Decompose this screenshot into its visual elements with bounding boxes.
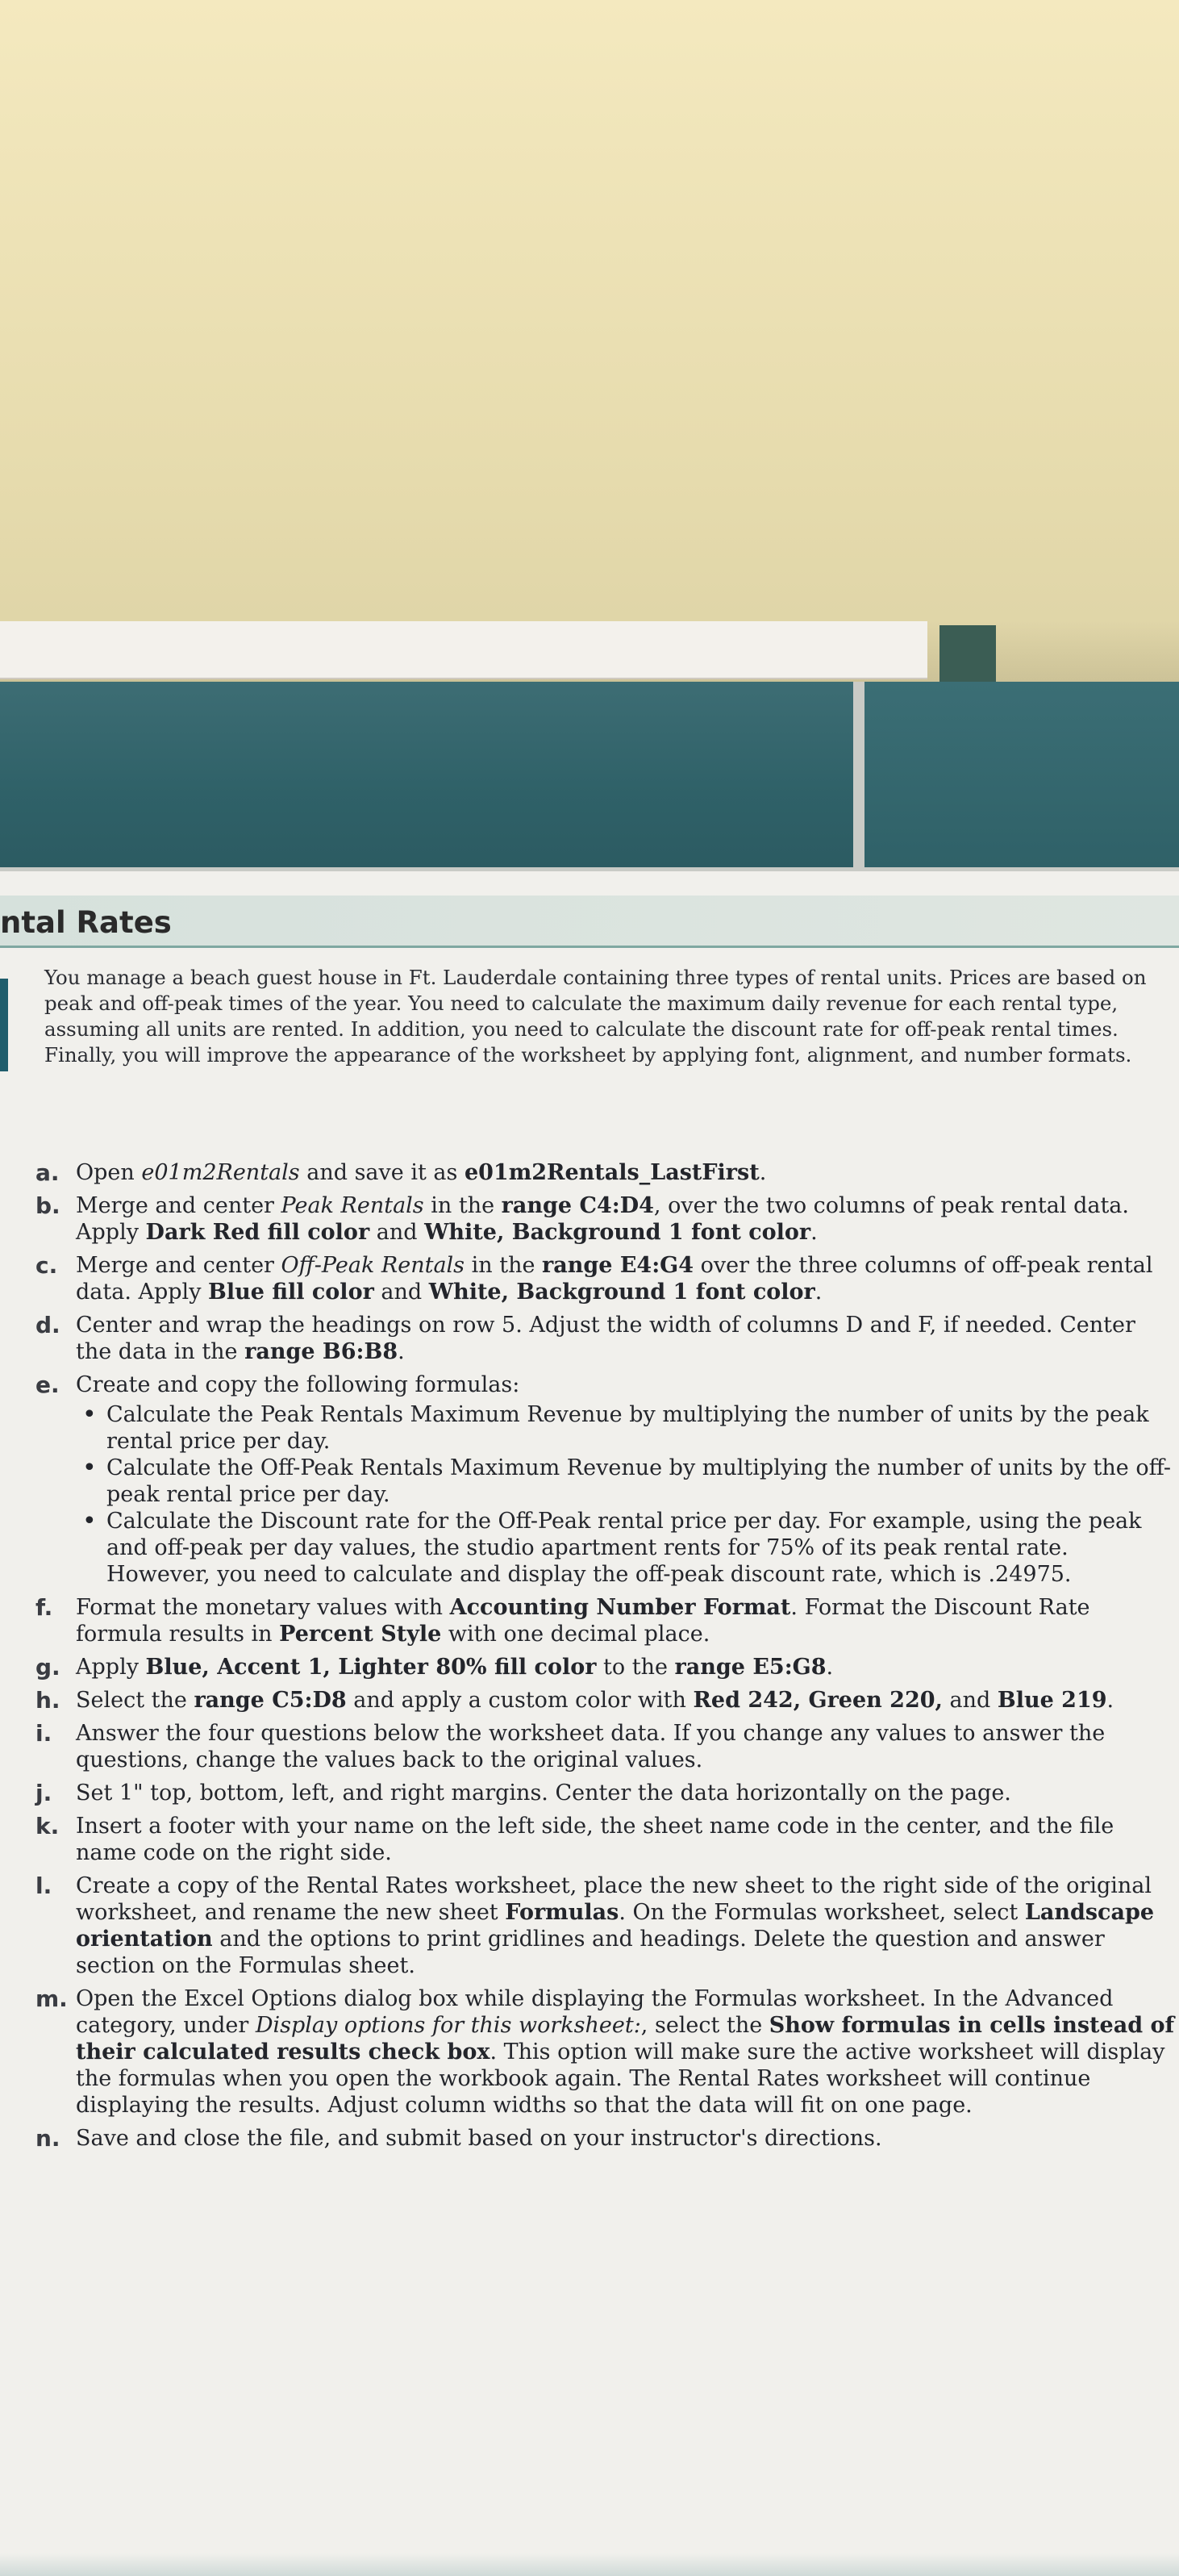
task-text: Format the monetary values with Accounting Number Format. Format the Discount Rate formula results in Percent Style with one decimal place. — [76, 1595, 1090, 1647]
task-letter: l. — [35, 1873, 52, 1899]
task-letter: d. — [35, 1312, 60, 1338]
task-letter: m. — [35, 1985, 68, 2012]
task-m — [32, 1985, 1177, 2119]
task-letter: b. — [35, 1192, 60, 1219]
banner-tab — [939, 625, 996, 682]
task-c — [32, 1252, 1177, 1305]
bullet-item: • Calculate the Peak Rentals Maximum Revenue by multiplying the number of units by the peak rental price per day. — [76, 1401, 1177, 1455]
task-letter: c. — [35, 1252, 58, 1279]
task-letter: k. — [35, 1813, 60, 1839]
task-letter: a. — [35, 1159, 60, 1186]
section-heading: ntal Rates — [0, 905, 172, 940]
chapter-banner — [0, 682, 1179, 871]
task-text: Create a copy of the Rental Rates worksheet, place the new sheet to the right side of the original worksheet, and rename the new sheet Formulas. On the Formulas worksheet, select Landscape orientation and the options to print gridlines and headings. Delete the question and answer section on the Formulas sheet. — [76, 1873, 1155, 1978]
task-b — [32, 1192, 1177, 1246]
task-text: Select the range C5:D8 and apply a custom color with Red 242, Green 220, and Blue 219. — [76, 1688, 1114, 1713]
task-d — [32, 1312, 1177, 1365]
task-text: Save and close the file, and submit based on your instructor's directions. — [76, 2126, 882, 2151]
banner-block-right — [864, 682, 1179, 867]
task-e — [32, 1372, 1177, 1588]
page-bottom-band — [0, 2553, 1179, 2576]
task-g — [32, 1654, 1177, 1680]
task-text: Answer the four questions below the worksheet data. If you change any values to answer the questions, change the values back to the original values. — [76, 1721, 1106, 1772]
task-l — [32, 1873, 1177, 1979]
task-f — [32, 1594, 1177, 1647]
task-text: Set 1" top, bottom, left, and right margins. Center the data horizontally on the page. — [76, 1781, 1011, 1806]
task-letter: j. — [35, 1780, 52, 1806]
section-heading-bar — [0, 896, 1179, 948]
exercise-page — [0, 871, 1179, 2576]
intro-paragraph: You manage a beach guest house in Ft. Lauderdale containing three types of rental units. Prices are based on peak and off-peak times of the year. You need to calculate the maximum daily revenue for each rental type, assuming all units are rented. In addition, you need to calculate the discount rate for off-peak rental times. Finally, you will improve the appearance of the worksheet by applying font, alignment, and number formats. — [44, 966, 1147, 1067]
task-n — [32, 2125, 1177, 2152]
margin-marker — [0, 979, 8, 1071]
task-a — [32, 1159, 1177, 1186]
task-h — [32, 1687, 1177, 1714]
task-text: Apply Blue, Accent 1, Lighter 80% fill color to the range E5:G8. — [76, 1655, 834, 1680]
task-text: Merge and center Off-Peak Rentals in the range E4:G4 over the three columns of off-peak rental data. Apply Blue fill color and White, Background 1 font color. — [76, 1253, 1153, 1305]
task-letter: g. — [35, 1654, 60, 1680]
task-letter: i. — [35, 1720, 52, 1747]
task-i — [32, 1720, 1177, 1773]
bullet-item: • Calculate the Discount rate for the Off-Peak rental price per day. For example, using the peak and off-peak per day values, the studio apartment rents for 75% of its peak rental rate. However, you need to calculate and display the off-peak discount rate, which is .24975. — [76, 1508, 1177, 1588]
task-text: Open e01m2Rentals and save it as e01m2Rentals_LastFirst. — [76, 1160, 767, 1185]
task-k — [32, 1813, 1177, 1866]
paper-background — [0, 0, 1179, 686]
task-letter: n. — [35, 2125, 60, 2152]
page-edge — [0, 621, 927, 679]
bullet-item: • Calculate the Off-Peak Rentals Maximum Revenue by multiplying the number of units by the off-peak rental price per day. — [76, 1455, 1177, 1508]
task-text: Open the Excel Options dialog box while displaying the Formulas worksheet. In the Advanced category, under Display options for this worksheet:, select the Show formulas in cells instead of their calculated results check box. This option will make sure the active worksheet will display the formulas when you open the workbook again. The Rental Rates worksheet will continue displaying the results. Adjust column widths so that the data will fit on one page. — [76, 1986, 1175, 2118]
task-letter: e. — [35, 1372, 60, 1398]
task-text: Insert a footer with your name on the left side, the sheet name code in the center, and the file name code on the right side. — [76, 1814, 1114, 1865]
task-j — [32, 1780, 1177, 1806]
task-text: Merge and center Peak Rentals in the range C4:D4, over the two columns of peak rental data. Apply Dark Red fill color and White, Background 1 font color. — [76, 1193, 1129, 1245]
task-letter: h. — [35, 1687, 60, 1714]
task-text: Center and wrap the headings on row 5. Adjust the width of columns D and F, if needed. Center the data in the range B6:B8. — [76, 1313, 1135, 1364]
task-text: Create and copy the following formulas: — [76, 1372, 520, 1397]
banner-block-left — [0, 682, 853, 867]
formula-bullets — [76, 1401, 1177, 1588]
task-letter: f. — [35, 1594, 53, 1621]
task-list — [32, 1159, 1177, 2158]
